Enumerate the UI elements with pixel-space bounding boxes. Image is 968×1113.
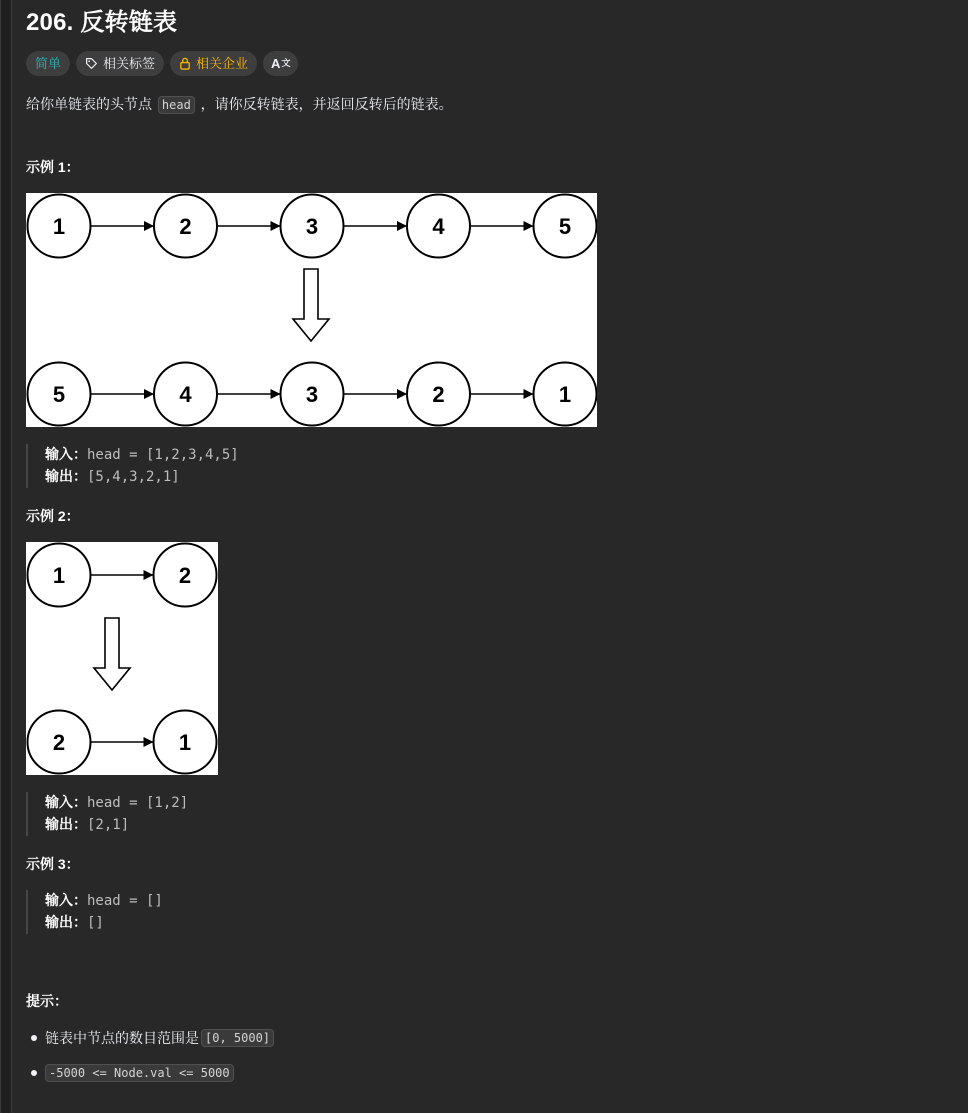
problem-title: 206. 反转链表 <box>26 9 178 36</box>
output-value: [2,1] <box>87 817 130 833</box>
reverse-down-arrow <box>293 269 329 341</box>
constraint-item <box>26 1028 276 1048</box>
example-1-linked-list-diagram <box>26 193 597 427</box>
bottom-row-node-value: 2 <box>432 382 445 407</box>
bottom-row-node-value: 3 <box>305 382 319 407</box>
example-1-title: 示例 1： <box>26 159 80 175</box>
output-label: 输出： <box>45 468 87 484</box>
bullet-dot <box>31 1035 37 1041</box>
top-row-node-value: 5 <box>558 214 572 239</box>
reverse-down-arrow <box>94 618 130 690</box>
example-2-io <box>26 792 188 836</box>
output-value: [] <box>87 915 104 931</box>
statement-code: head <box>158 96 195 114</box>
constraint-text: 链表中节点的数目范围是 <box>45 1030 199 1046</box>
companies-tag-button[interactable] <box>170 51 257 76</box>
topics-tag-button[interactable] <box>76 51 164 76</box>
bottom-row-node-value: 1 <box>558 382 572 407</box>
input-label: 输入： <box>45 892 87 908</box>
companies-label: 相关企业 <box>196 56 249 71</box>
example-1-io <box>26 444 239 488</box>
statement-text-before: 给你单链表的头节点 <box>26 96 156 112</box>
tag-icon <box>85 57 98 70</box>
constraint-code: -5000 <= Node.val <= 5000 <box>45 1064 234 1082</box>
input-value: head = [1,2] <box>87 795 189 811</box>
top-row-node-value: 1 <box>52 563 66 588</box>
bottom-row-node-value: 5 <box>52 382 66 407</box>
output-label: 输出： <box>45 914 87 930</box>
example-2-title: 示例 2： <box>26 508 80 524</box>
panel-divider[interactable] <box>1 0 12 1113</box>
input-label: 输入： <box>45 446 87 462</box>
translate-icon: A 文 <box>271 56 291 71</box>
bottom-row-node-value: 1 <box>178 730 192 755</box>
lock-icon <box>179 57 191 70</box>
example-3-io <box>26 890 163 934</box>
example-1-figure <box>26 193 597 427</box>
top-row-node-value: 4 <box>432 214 445 239</box>
output-label: 输出： <box>45 816 87 832</box>
top-row-node-value: 3 <box>305 214 319 239</box>
difficulty-label: 简单 <box>35 56 62 71</box>
constraint-code: [0, 5000] <box>201 1029 274 1047</box>
bullet-dot <box>31 1070 37 1076</box>
constraint-item <box>26 1064 236 1082</box>
problem-statement <box>26 93 453 116</box>
input-value: head = [1,2,3,4,5] <box>87 447 239 463</box>
statement-text-after: ，请你反转链表，并返回反转后的链表。 <box>196 96 453 112</box>
top-row-node-value: 2 <box>179 214 192 239</box>
bottom-row-node-value: 2 <box>52 730 66 755</box>
difficulty-badge[interactable] <box>26 51 70 76</box>
output-value: [5,4,3,2,1] <box>87 469 180 485</box>
input-value: head = [] <box>87 893 163 909</box>
bottom-row-node-value: 4 <box>179 382 192 407</box>
tag-row <box>26 51 298 76</box>
top-row-node-value: 2 <box>178 563 192 588</box>
example-3-title: 示例 3： <box>26 856 80 872</box>
top-row-node-value: 1 <box>52 214 66 239</box>
example-2-linked-list-diagram <box>26 542 218 775</box>
constraints-title: 提示： <box>26 993 68 1009</box>
translate-button[interactable] <box>263 51 298 76</box>
topics-label: 相关标签 <box>103 56 156 71</box>
example-2-figure <box>26 542 218 775</box>
input-label: 输入： <box>45 794 87 810</box>
